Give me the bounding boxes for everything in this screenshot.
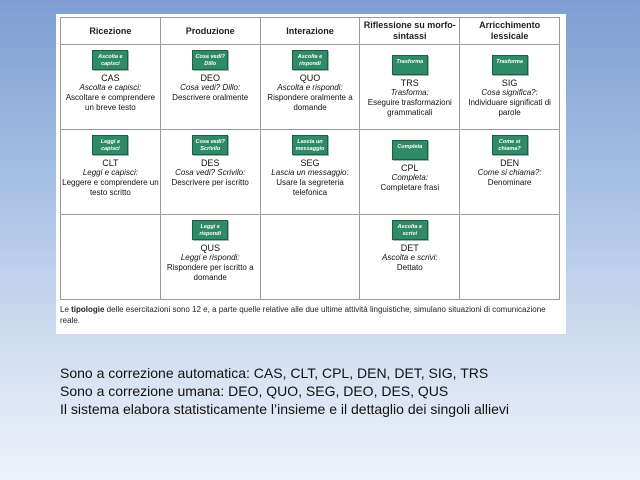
exercise-cell-den [460, 130, 560, 215]
exercise-code: CPL [401, 163, 419, 173]
exercise-cell-sig [460, 45, 560, 130]
table-row [61, 215, 560, 300]
exercise-thumbnail-button[interactable]: Cosa vedi? Dillo [192, 50, 228, 70]
empty-cell [260, 215, 360, 300]
exercise-cell-des [160, 130, 260, 215]
exercise-description: Denominare [487, 178, 532, 187]
exercise-code: SIG [501, 78, 518, 88]
table-header-row [61, 18, 560, 45]
exercise-thumbnail-button[interactable]: Trasforma [492, 55, 528, 75]
exercise-thumbnail-button[interactable]: Cosa vedi? Scrivilo [192, 135, 228, 155]
exercise-thumbnail-button[interactable]: Completa [392, 140, 428, 160]
empty-cell [61, 215, 161, 300]
exercise-cell-det [360, 215, 460, 300]
exercise-description: Ascoltare e comprendere un breve testo [65, 93, 156, 112]
exercise-cell-clt [61, 130, 161, 215]
col-header-arricchimento: Arricchimento lessicale [460, 18, 560, 45]
exercise-cell-seg [260, 130, 360, 215]
exercise-thumbnail-button[interactable]: Ascolta e scrivi [392, 220, 428, 240]
exercise-cell-qus [160, 215, 260, 300]
summary-line-statistics: Il sistema elabora statisticamente l’insieme e il dettaglio dei singoli allievi [60, 401, 509, 417]
exercise-title: Lascia un messaggio: [271, 168, 349, 177]
exercise-thumbnail-button[interactable]: Trasforma [392, 55, 428, 75]
exercise-thumbnail-button[interactable]: Lascia un messaggio [292, 135, 328, 155]
exercise-title: Cosa significa?: [481, 88, 538, 97]
exercise-thumbnail-button[interactable]: Ascolta e capisci [92, 50, 128, 70]
exercise-description: Descrivere oralmente [172, 93, 249, 102]
exercise-title: Come si chiama?: [477, 168, 542, 177]
exercise-code: DES [200, 158, 220, 168]
exercise-cell-cpl [360, 130, 460, 215]
col-header-riflessione: Riflessione su morfo-sintassi [360, 18, 460, 45]
exercise-description: Completare frasi [380, 183, 440, 192]
exercise-title: Cosa vedi? Scrivilo: [175, 168, 246, 177]
summary-line-automatic: Sono a correzione automatica: CAS, CLT, CPL, DEN, DET, SIG, TRS [60, 365, 489, 381]
exercise-code: DEO [200, 73, 220, 83]
exercise-title: Cosa vedi? Dillo: [180, 83, 241, 92]
note-prefix: Le [60, 305, 72, 314]
exercise-description: Rispondere oralmente a domande [267, 93, 353, 112]
note-rest: delle esercitazioni sono 12 e, a parte quelle relative alle due ultime attività linguistiche, simulano situazioni di comunicazione reale. [60, 305, 546, 325]
exercise-cell-trs [360, 45, 460, 130]
exercise-code: QUO [299, 73, 321, 83]
exercise-description: Individuare significati di parole [468, 98, 551, 117]
exercise-code: TRS [400, 78, 419, 88]
exercise-code: DET [400, 243, 419, 253]
col-header-produzione: Produzione [160, 18, 260, 45]
exercise-cell-quo [260, 45, 360, 130]
exercise-code: QUS [200, 243, 220, 253]
exercise-description: Descrivere per iscritto [171, 178, 249, 187]
summary-line-human: Sono a correzione umana: DEO, QUO, SEG, DEO, DES, QUS [60, 383, 449, 399]
typology-note [60, 304, 560, 326]
exercise-cell-cas [61, 45, 161, 130]
summary-text [60, 364, 630, 418]
note-bold: tipologie [71, 305, 105, 314]
exercise-thumbnail-button[interactable]: Leggi e capisci [92, 135, 128, 155]
exercise-cell-deo [160, 45, 260, 130]
exercise-thumbnail-button[interactable]: Ascolta e rispondi [292, 50, 328, 70]
exercise-title: Ascolta e scrivi: [382, 253, 438, 262]
exercise-description: Rispondere per iscritto a domande [166, 263, 254, 282]
exercise-thumbnail-button[interactable]: Leggi e rispondi [192, 220, 228, 240]
table-row [61, 130, 560, 215]
exercise-title: Leggi e rispondi: [180, 253, 240, 262]
exercise-description: Leggere e comprendere un testo scritto [62, 178, 159, 197]
exercise-description: Dettato [396, 263, 423, 272]
exercise-code: CLT [102, 158, 119, 168]
col-header-ricezione: Ricezione [61, 18, 161, 45]
exercise-title: Leggi e capisci: [82, 168, 138, 177]
col-header-interazione: Interazione [260, 18, 360, 45]
exercise-title: Trasforma: [390, 88, 429, 97]
exercise-table-panel [56, 14, 566, 334]
exercise-title: Ascolta e capisci: [79, 83, 142, 92]
exercise-code: CAS [101, 73, 120, 83]
exercise-description: Eseguire trasformazioni grammaticali [367, 98, 452, 117]
empty-cell [460, 215, 560, 300]
exercise-title: Completa: [391, 173, 429, 182]
exercise-types-table [60, 17, 560, 300]
exercise-description: Usare la segreteria telefonica [276, 178, 344, 197]
exercise-title: Ascolta e rispondi: [277, 83, 343, 92]
exercise-code: SEG [300, 158, 320, 168]
table-row [61, 45, 560, 130]
exercise-thumbnail-button[interactable]: Come si chiama? [492, 135, 528, 155]
exercise-code: DEN [500, 158, 520, 168]
